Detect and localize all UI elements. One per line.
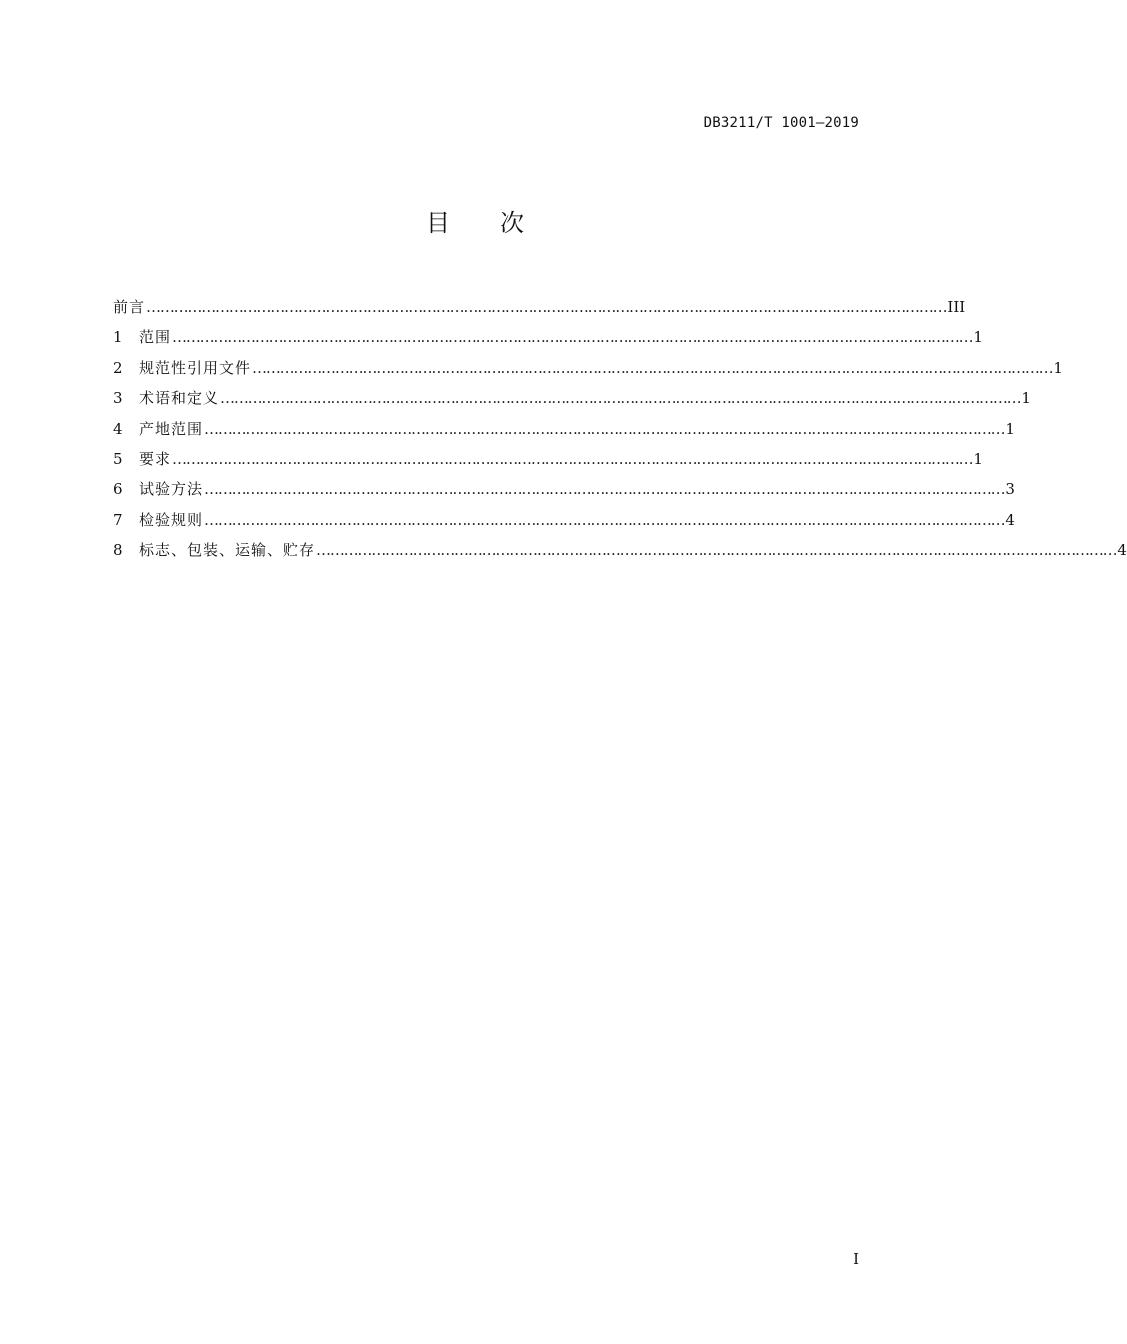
toc-entry-page: 3	[1005, 480, 1015, 499]
toc-entry-title: 检验规则	[139, 510, 204, 529]
toc-entry-number: 8	[113, 541, 123, 560]
toc-entry-page: 1	[973, 449, 983, 468]
toc-dot-leader: …………………………………………………………………………………………………………………………………………………………	[220, 389, 1021, 408]
toc-dot-leader: …………………………………………………………………………………………………………………………………………………………	[204, 419, 1005, 438]
toc-entry-production-area[interactable]	[113, 418, 1015, 448]
toc-dot-leader: …………………………………………………………………………………………………………………………………………………………	[204, 510, 1005, 529]
toc-entry-number: 4	[113, 419, 123, 438]
toc-entry-page: 4	[1117, 541, 1127, 560]
toc-entry-title: 产地范围	[139, 419, 204, 438]
toc-entry-requirements[interactable]	[113, 448, 983, 478]
toc-entry-title: 要求	[139, 449, 172, 468]
toc-entry-title: 试验方法	[139, 480, 204, 499]
toc-entry-title: 标志、包装、运输、贮存	[139, 541, 316, 560]
page-number: I	[853, 1250, 859, 1268]
toc-entry-page: 1	[973, 328, 983, 347]
toc-entry-page: III	[947, 298, 966, 316]
toc-entry-title: 范围	[139, 328, 172, 347]
toc-entry-terms-definitions[interactable]	[113, 387, 1031, 417]
toc-entry-number: 3	[113, 389, 123, 408]
toc-dot-leader: …………………………………………………………………………………………………………………………………………………………	[172, 328, 973, 347]
toc-dot-leader: …………………………………………………………………………………………………………………………………………………………	[146, 298, 947, 316]
toc-entry-page: 1	[1005, 419, 1015, 438]
toc-entry-page: 1	[1021, 389, 1031, 408]
toc-entry-title: 前言	[113, 298, 146, 316]
toc-entry-normative-references[interactable]	[113, 357, 1063, 387]
toc-entry-number: 1	[113, 328, 123, 347]
toc-dot-leader: …………………………………………………………………………………………………………………………………………………………	[316, 541, 1117, 560]
toc-entry-marking-packaging[interactable]	[113, 539, 1127, 569]
toc-entry-number: 5	[113, 449, 123, 468]
toc-title: 目次	[426, 209, 574, 237]
toc-entry-page: 1	[1053, 358, 1063, 377]
toc-entry-test-methods[interactable]	[113, 478, 1015, 508]
toc-entry-title: 规范性引用文件	[139, 358, 252, 377]
toc-dot-leader: …………………………………………………………………………………………………………………………………………………………	[172, 449, 973, 468]
toc-dot-leader: …………………………………………………………………………………………………………………………………………………………	[252, 358, 1053, 377]
table-of-contents	[113, 296, 1127, 570]
toc-entry-page: 4	[1005, 510, 1015, 529]
toc-entry-number: 6	[113, 480, 123, 499]
document-code: DB3211/T 1001—2019	[703, 115, 859, 131]
toc-entry-scope[interactable]	[113, 326, 983, 356]
toc-entry-number: 2	[113, 358, 123, 377]
toc-entry-foreword[interactable]	[113, 296, 966, 326]
toc-entry-number: 7	[113, 510, 123, 529]
toc-dot-leader: …………………………………………………………………………………………………………………………………………………………	[204, 480, 1005, 499]
toc-entry-inspection-rules[interactable]	[113, 509, 1015, 539]
toc-entry-title: 术语和定义	[139, 389, 220, 408]
